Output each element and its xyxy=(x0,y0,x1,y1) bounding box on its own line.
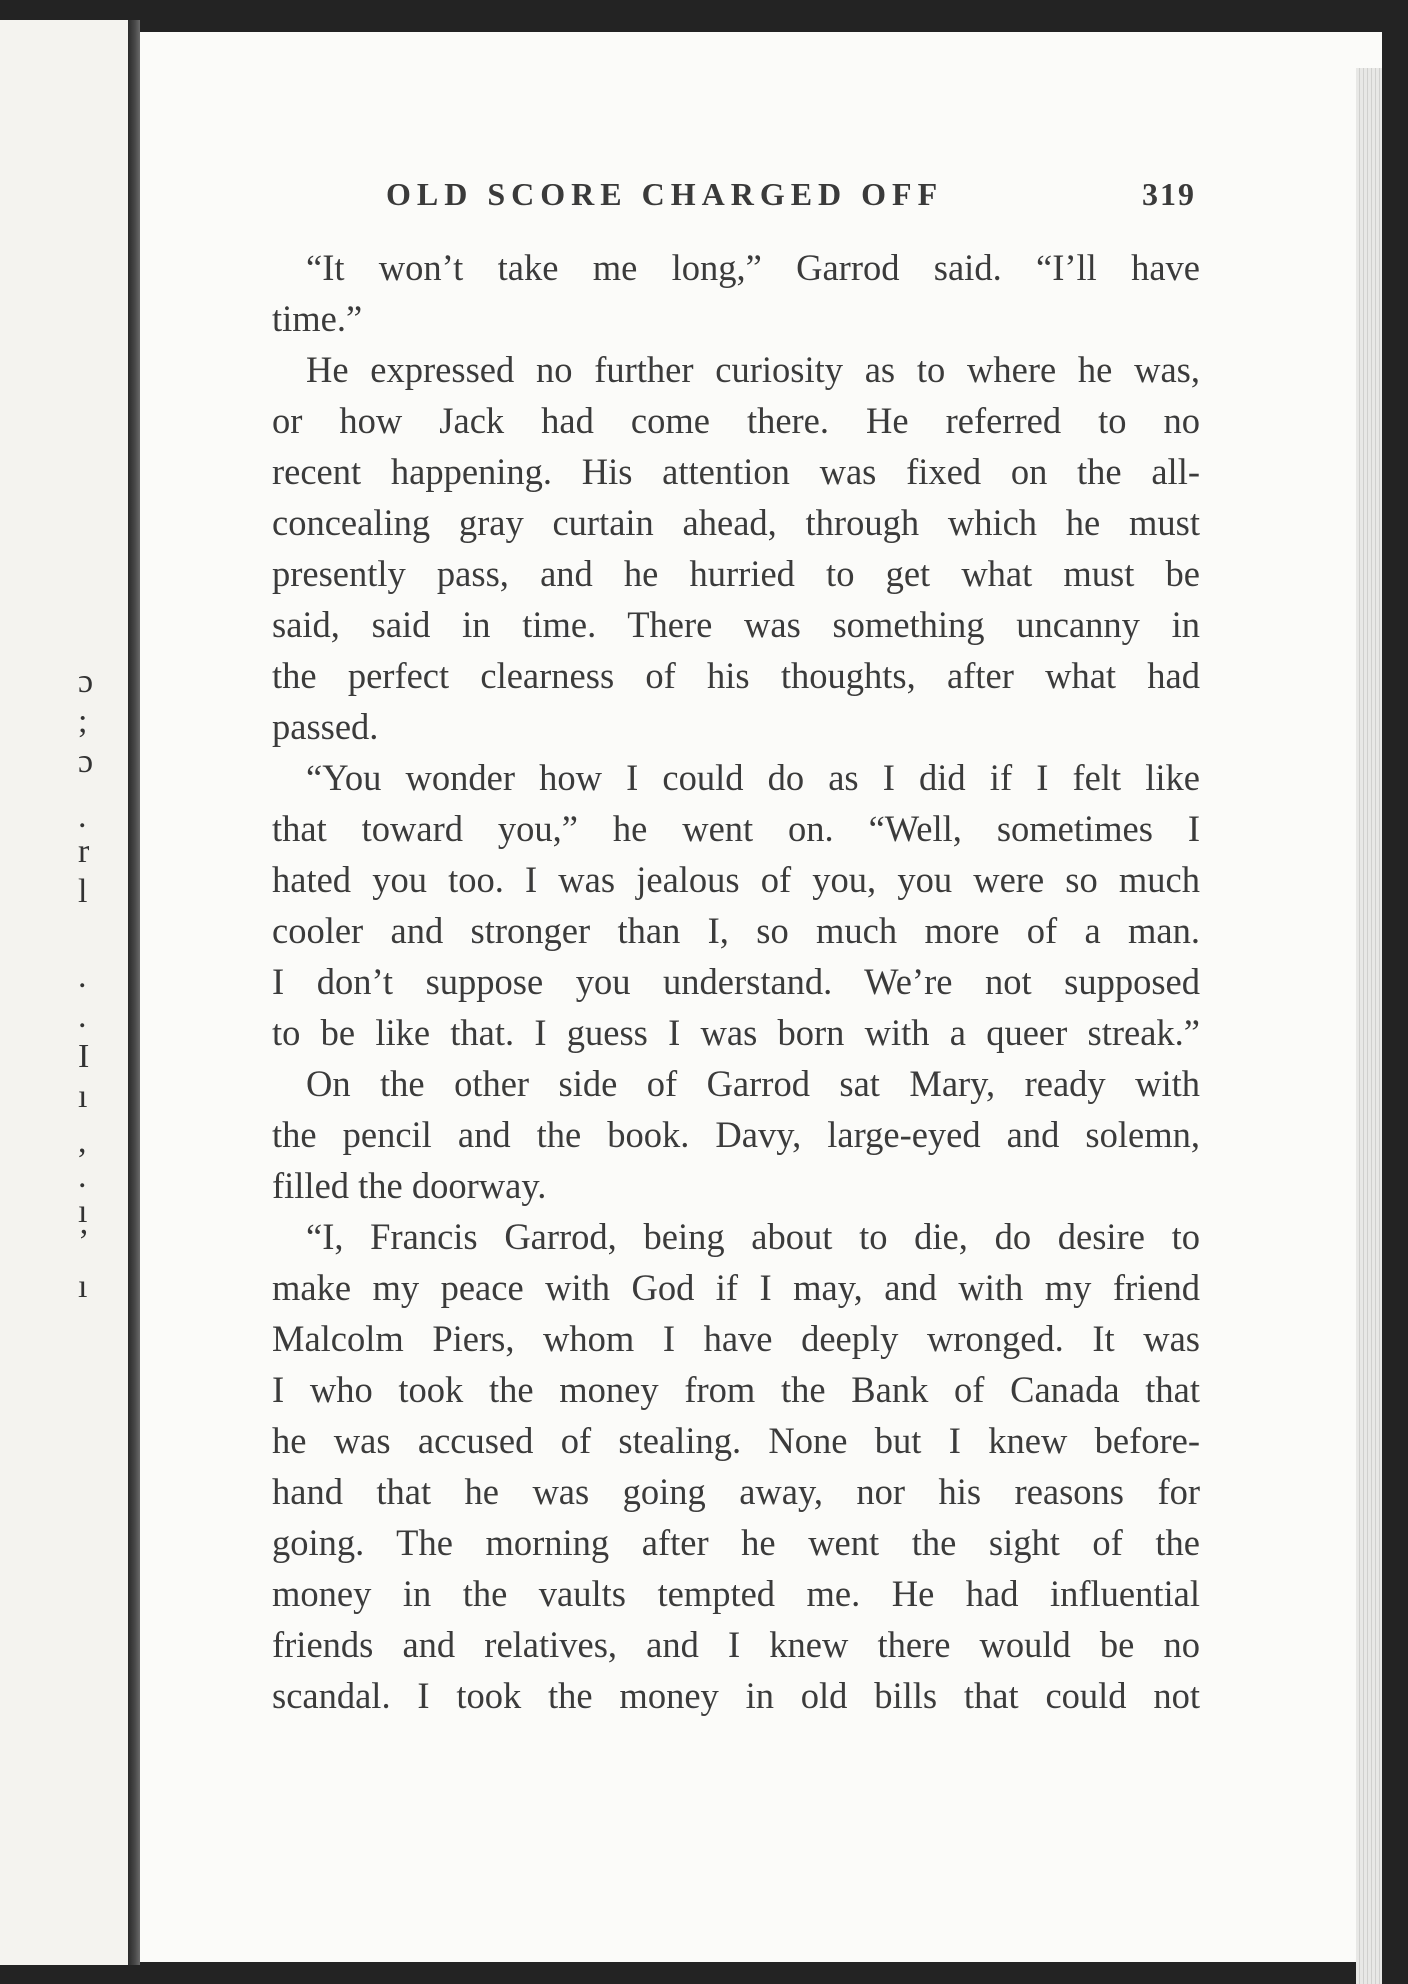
text-line: hand that he was going away, nor his reasons for xyxy=(272,1471,1200,1512)
text-line: make my peace with God if I may, and with my friend xyxy=(272,1267,1200,1308)
facing-page-character: . xyxy=(78,958,87,995)
facing-page-edge xyxy=(0,20,128,1965)
text-line: cooler and stronger than I, so much more of a man. xyxy=(272,910,1200,951)
page-stack-edge xyxy=(1356,68,1382,1984)
text-line: He expressed no further curiosity as to where he was, xyxy=(306,349,1200,390)
facing-page-character: . xyxy=(78,798,87,835)
text-line: the perfect clearness of his thoughts, after what had xyxy=(272,655,1200,696)
text-line: “It won’t take me long,” Garrod said. “I’ll have xyxy=(306,247,1200,288)
book-gutter xyxy=(128,20,140,1965)
facing-page-character: I xyxy=(78,1038,90,1075)
text-line: concealing gray curtain ahead, through which he must xyxy=(272,502,1200,543)
facing-page-character: ’ xyxy=(78,1223,90,1260)
running-head xyxy=(386,170,1196,220)
text-line: “You wonder how I could do as I did if I felt like xyxy=(306,757,1200,798)
facing-page-character: ı xyxy=(78,1078,88,1115)
facing-page-character: l xyxy=(78,873,88,910)
text-line: I who took the money from the Bank of Canada that xyxy=(272,1369,1200,1410)
facing-page-character: . xyxy=(78,998,87,1035)
text-line: friends and relatives, and I knew there would be no xyxy=(272,1624,1200,1665)
text-line: time.” xyxy=(272,298,363,339)
text-line: I don’t suppose you understand. We’re not supposed xyxy=(272,961,1200,1002)
text-line: hated you too. I was jealous of you, you were so much xyxy=(272,859,1200,900)
facing-page-character: ɔ xyxy=(78,663,94,700)
page-number: 319 xyxy=(1142,176,1196,212)
chapter-title: OLD SCORE CHARGED OFF xyxy=(386,176,944,212)
text-line: he was accused of stealing. None but I knew before- xyxy=(272,1420,1200,1461)
text-line: or how Jack had come there. He referred to no xyxy=(272,400,1200,441)
facing-page-character: r xyxy=(78,833,90,870)
text-line: money in the vaults tempted me. He had influential xyxy=(272,1573,1200,1614)
text-line: Malcolm Piers, whom I have deeply wronged. It was xyxy=(272,1318,1200,1359)
body-text xyxy=(272,242,1200,1721)
facing-page-character: ı xyxy=(78,1268,88,1305)
facing-page-character: . xyxy=(78,1158,87,1195)
text-line: filled the doorway. xyxy=(272,1165,547,1206)
text-line: recent happening. His attention was fixed on the all- xyxy=(272,451,1200,492)
text-line: passed. xyxy=(272,706,379,747)
facing-page-character: ı xyxy=(78,1193,88,1230)
text-line: “I, Francis Garrod, being about to die, do desire to xyxy=(306,1216,1200,1257)
text-line: said, said in time. There was something uncanny in xyxy=(272,604,1200,645)
facing-page-character: , xyxy=(78,1123,87,1160)
text-line: to be like that. I guess I was born with a queer streak.” xyxy=(272,1012,1200,1053)
text-line: that toward you,” he went on. “Well, sometimes I xyxy=(272,808,1200,849)
facing-page-character: ; xyxy=(78,703,88,740)
text-line: going. The morning after he went the sight of the xyxy=(272,1522,1200,1563)
text-line: On the other side of Garrod sat Mary, ready with xyxy=(306,1063,1200,1104)
text-line: the pencil and the book. Davy, large-eyed and solemn, xyxy=(272,1114,1200,1155)
facing-page-character: ɔ xyxy=(78,743,94,780)
text-line: presently pass, and he hurried to get what must be xyxy=(272,553,1200,594)
text-line: scandal. I took the money in old bills that could not xyxy=(272,1675,1200,1716)
